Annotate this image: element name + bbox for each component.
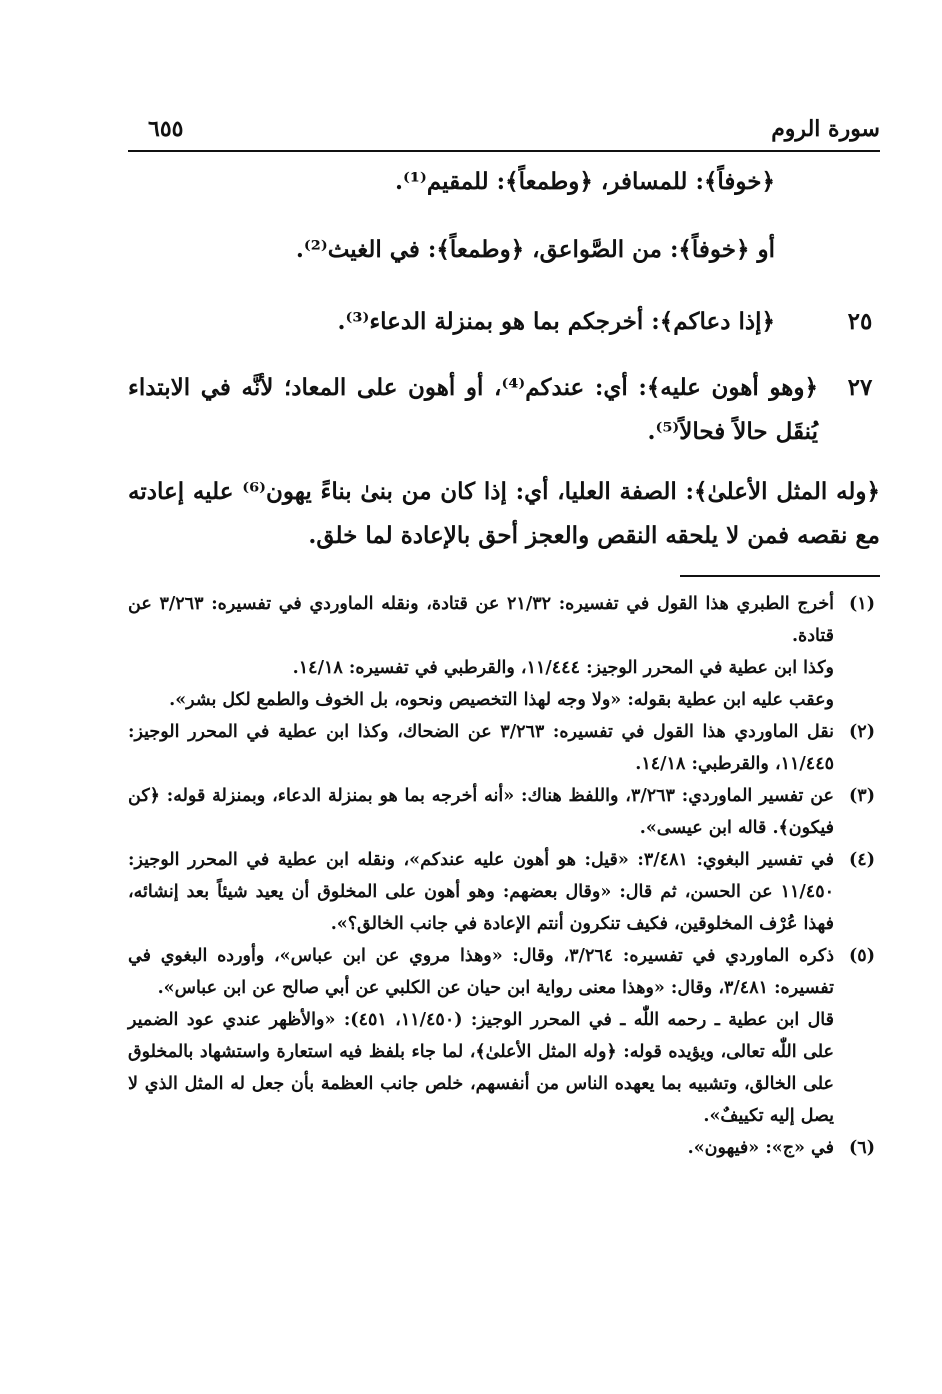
header-divider — [128, 150, 880, 152]
footnotes — [128, 588, 880, 1164]
footnote-mark: (٢) — [849, 722, 875, 742]
page-number: ٦٥٥ — [148, 116, 184, 142]
page-header — [128, 112, 880, 152]
entry-text: ﴿وله المثل الأعلىٰ﴾: الصفة العليا، أي: إذا كان من بنىٰ بناءً يهون⁽⁶⁾ عليه إعادته مع نقصه فمن لا يلحقه النقص والعجز أحق بالإعادة لما خلق. — [128, 478, 880, 549]
commentary-body — [128, 160, 880, 558]
entry-text: أو ﴿خوفاً﴾: من الصَّواعق، ﴿وطمعاً﴾: في الغيث⁽²⁾. — [295, 236, 775, 263]
surah-title: سورة الروم — [771, 116, 880, 142]
footnote-text: في تفسير البغوي: ٣/٤٨١: «قيل: هو أهون عليه عندكم»، ونقله ابن عطية في المحرر الوجيز: ١١/٤٥٠ عن الحسن، ثم قال: «وقال بعضهم: وهو أهون على المخلوق أن يعيد شيئاً بعد إنشائه، فهذا عُرْف المخلوقين، فكيف تنكرون أنتم الإعادة في جانب الخالق؟». — [128, 850, 834, 934]
commentary-entry — [128, 300, 880, 344]
footnote-mark: (٦) — [849, 1138, 875, 1158]
verse-number: ٢٥ — [847, 308, 873, 335]
footnote-continuation: وعقب عليه ابن عطية بقوله: «ولا وجه لهذا التخصيص ونحوه، بل الخوف والطمع لكل بشر». — [169, 690, 834, 710]
footnote — [128, 844, 880, 940]
commentary-entry — [128, 366, 880, 454]
entry-text: ﴿إذا دعاكم﴾: أخرجكم بما هو بمنزلة الدعاء⁽³⁾. — [337, 308, 775, 335]
footnote-mark: (١) — [849, 594, 875, 614]
footnote-text: عن تفسير الماوردي: ٣/٢٦٣، واللفظ هناك: «أنه أخرجه بما هو بمنزلة الدعاء، وبمنزلة قوله: ﴿كن فيكون﴾. قاله ابن عيسى». — [128, 786, 835, 838]
entry-text: ﴿خوفاً﴾: للمسافر، ﴿وطمعاً﴾: للمقيم⁽¹⁾. — [395, 168, 775, 195]
entry-text: ﴿وهو أهون عليه﴾: أي: عندكم⁽⁴⁾، أو أهون على المعاد؛ لأنَّه في الابتداء يُنقَل حالاً فحالاً⁽⁵⁾. — [128, 374, 819, 445]
footnote-continuation: قال ابن عطية ـ رحمه اللّٰه ـ في المحرر الوجيز: (١١/٤٥٠، ٤٥١): «والأظهر عندي عود الضمير على اللّٰه تعالى، ويؤيده قوله: ﴿وله المثل الأعلىٰ﴾، لما جاء بلفظ فيه استعارة واستشهاد بالمخلوق على الخالق، وتشبيه بما يعهده الناس من أنفسهم، خلص جانب العظمة بأن جعل له المثل الذي لا يصل إليه تكييفٌ». — [128, 1010, 835, 1126]
footnote-mark: (٤) — [849, 850, 875, 870]
footnote-text: أخرج الطبري هذا القول في تفسيره: ٢١/٣٢ عن قتادة، ونقله الماوردي في تفسيره: ٣/٢٦٣ عن قتادة. — [128, 594, 834, 646]
footnote — [128, 780, 880, 844]
footnote — [128, 588, 880, 652]
footnote-mark: (٥) — [849, 946, 875, 966]
footnote — [128, 940, 880, 1004]
commentary-entry — [128, 228, 880, 272]
footnote — [128, 716, 880, 780]
verse-number: ٢٧ — [847, 374, 873, 401]
footnotes-divider — [680, 575, 880, 577]
footnote-text: نقل الماوردي هذا القول في تفسيره: ٣/٢٦٣ عن الضحاك، وكذا ابن عطية في المحرر الوجيز: ١١/٤٤٥، والقرطبي: ١٤/١٨. — [128, 722, 834, 774]
footnote-text: ذكره الماوردي في تفسيره: ٣/٢٦٤، وقال: «وهذا مروي عن ابن عباس»، وأورده البغوي في تفسيره: ٣/٤٨١، وقال: «وهذا معنى رواية ابن حيان عن الكلبي عن أبي صالح عن ابن عباس». — [128, 946, 834, 998]
commentary-entry — [128, 160, 880, 204]
footnote — [128, 1132, 880, 1164]
commentary-entry — [128, 470, 880, 558]
footnote-mark: (٣) — [849, 786, 875, 806]
footnote-continuation: وكذا ابن عطية في المحرر الوجيز: ١١/٤٤٤، والقرطبي في تفسيره: ١٤/١٨. — [292, 658, 834, 678]
footnote-text: في «ج»: «فيهون». — [687, 1138, 834, 1158]
